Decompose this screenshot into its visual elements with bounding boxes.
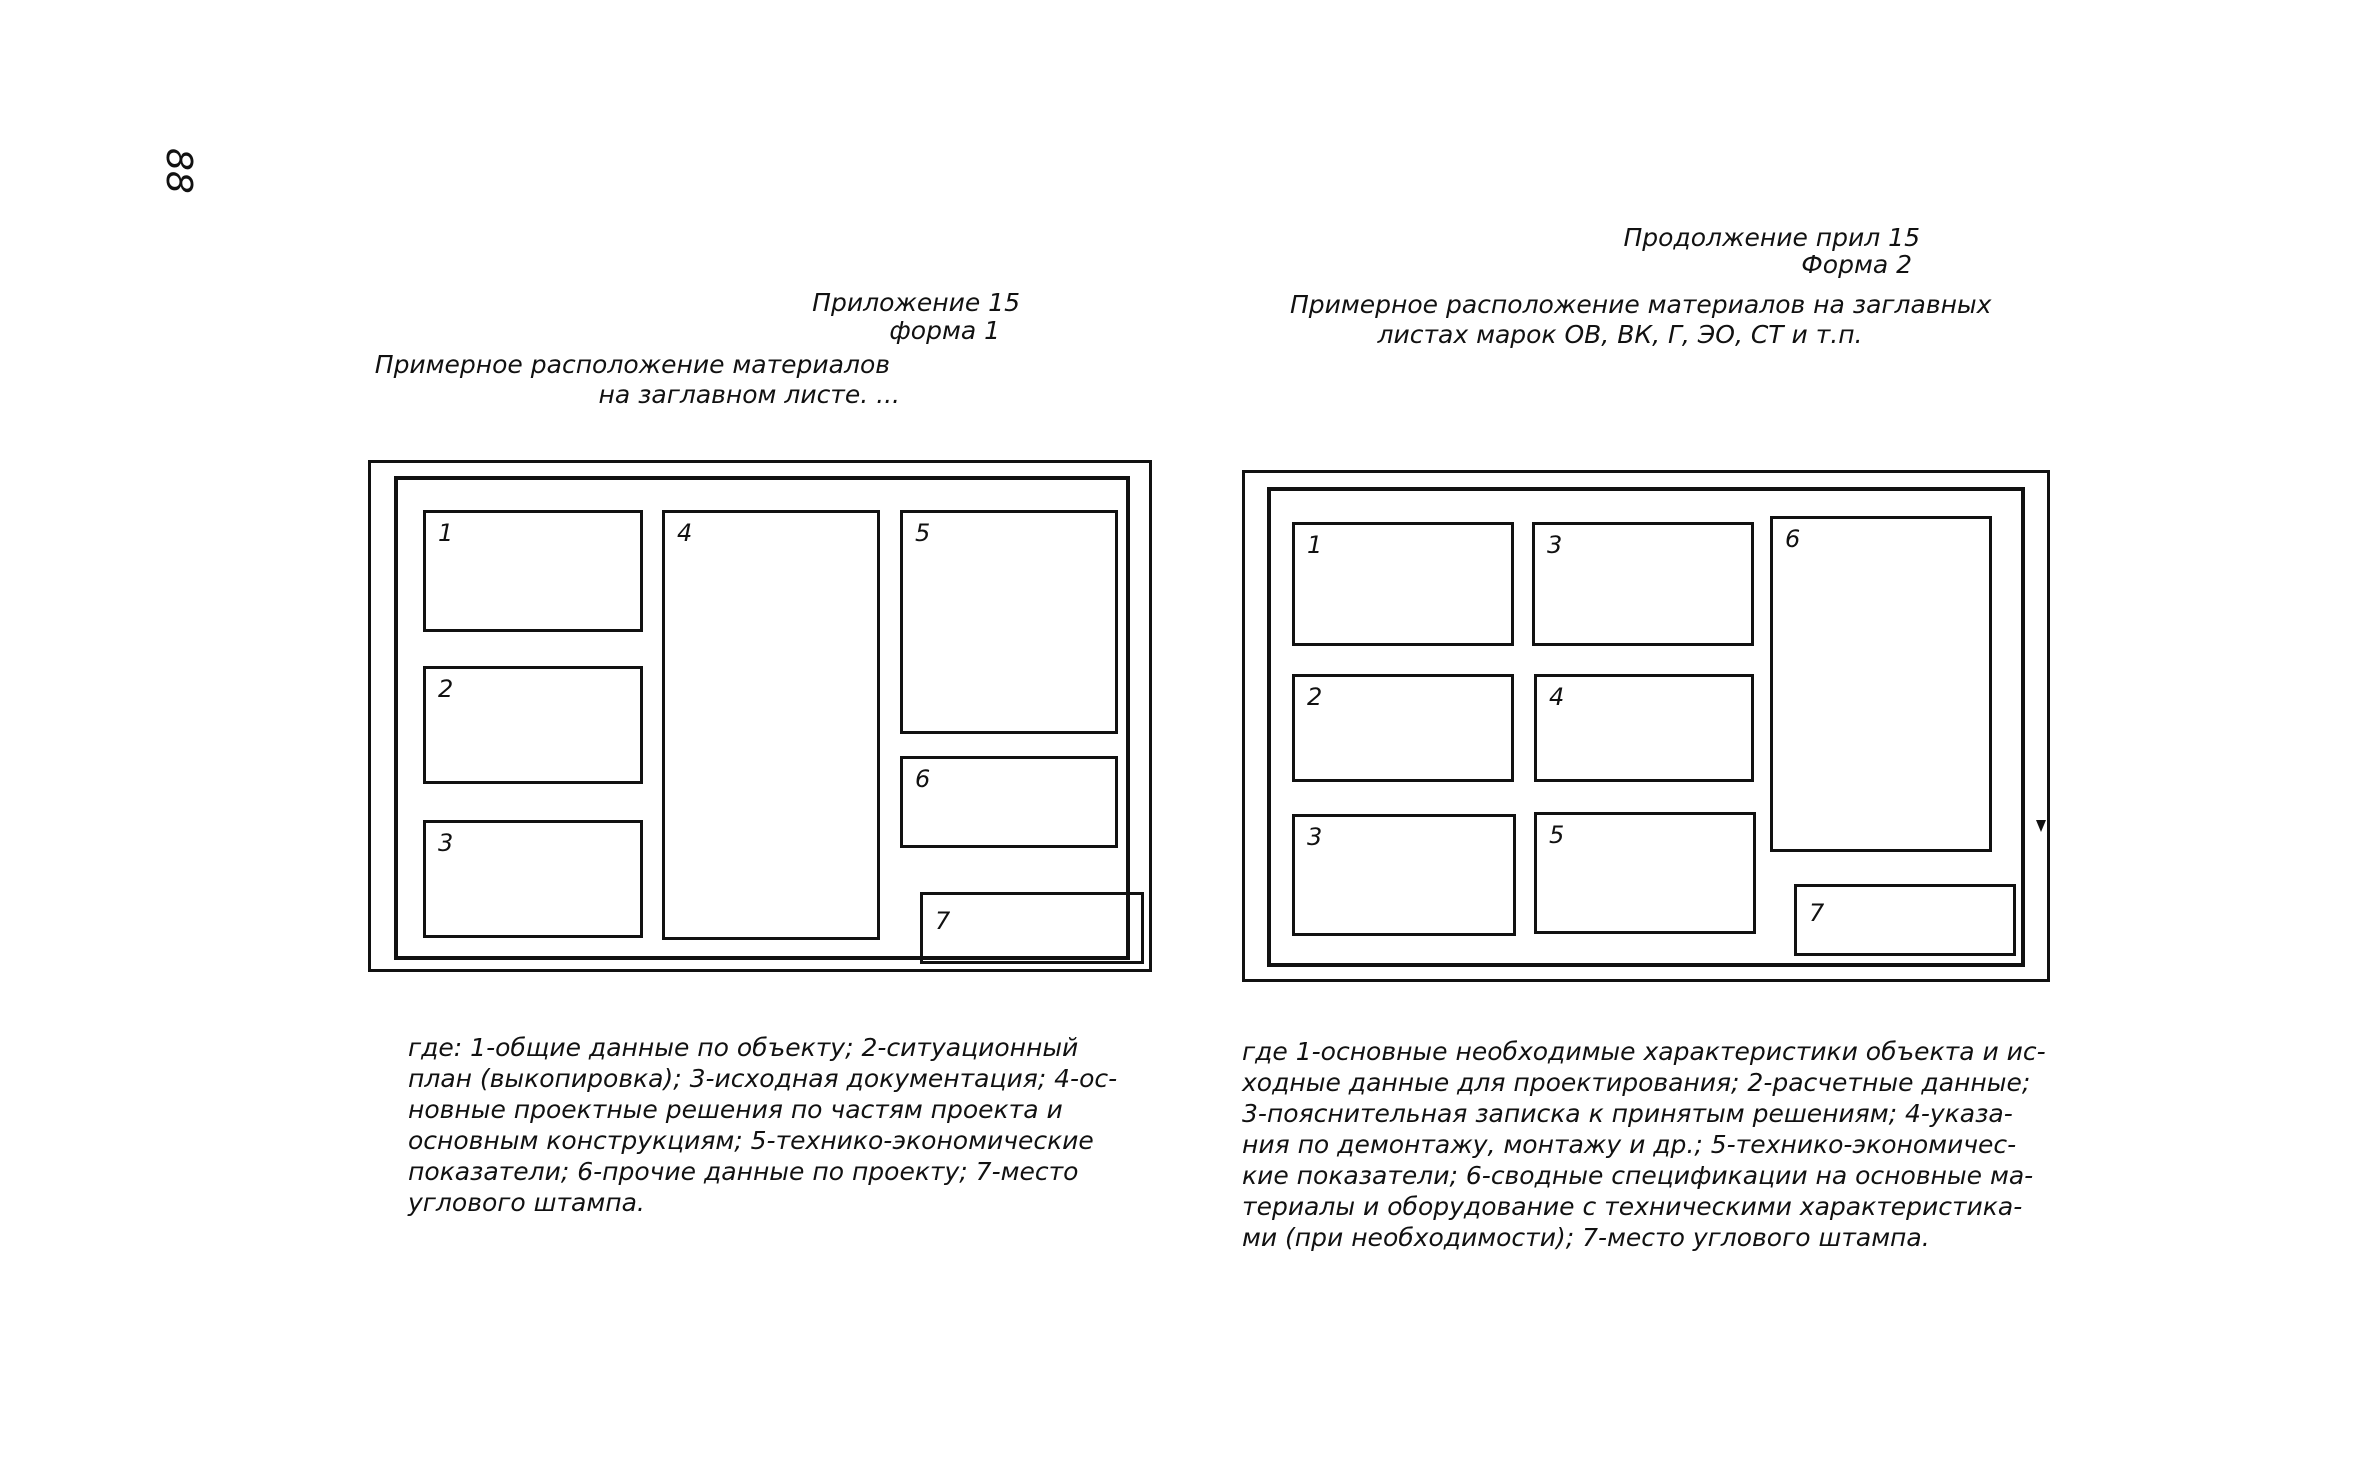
form2-box-1-number: 1 — [1307, 531, 1323, 559]
form2-box-2-number: 2 — [1307, 683, 1323, 711]
form2-box-6 — [1770, 516, 1992, 852]
form2-appendix-label: Продолжение прил 15 — [1623, 223, 1920, 252]
form2-caption-line2: листах марок ОВ, ВК, Г, ЭО, СТ и т.п. — [1377, 320, 1863, 349]
form2-legend — [1242, 1036, 2046, 1253]
form1-box-4-number: 4 — [677, 519, 693, 547]
form1-caption-line1: Примерное расположение материалов — [374, 350, 890, 379]
page-number: 88 — [158, 148, 199, 194]
form2-box-5-number: 5 — [1549, 821, 1565, 849]
form2-legend-line-4: ния по демонтажу, монтажу и др.; 5-технико-экономичес- — [1242, 1130, 2017, 1159]
form2-box-2 — [1292, 674, 1514, 782]
form1-legend-line-2: план (выкопировка); 3-исходная документация; 4-ос- — [408, 1064, 1118, 1093]
form2-box-7-number: 7 — [1809, 899, 1825, 927]
form2-box-6-number: 6 — [1785, 525, 1801, 553]
form2-box-4-top — [1532, 522, 1754, 646]
form1-legend-line-1: где: 1-общие данные по объекту; 2-ситуационный — [408, 1033, 1079, 1062]
form2-box-4 — [1534, 674, 1754, 782]
form1-box-3-number: 3 — [438, 829, 454, 857]
form1-box-5-number: 5 — [915, 519, 931, 547]
form1-form-label: форма 1 — [889, 316, 1000, 345]
form1-legend-line-5: показатели; 6-прочие данные по проекту; 7-место — [408, 1157, 1079, 1186]
form1-caption-line2: на заглавном листе. ... — [598, 380, 900, 409]
form1-box-6-number: 6 — [915, 765, 931, 793]
form1-box-2-number: 2 — [438, 675, 454, 703]
form2-legend-line-6: териалы и оборудование с техническими характеристика- — [1242, 1192, 2023, 1221]
form1-legend-line-6: углового штампа. — [408, 1188, 645, 1217]
form2-box-1 — [1292, 522, 1514, 646]
form2-legend-line-7: ми (при необходимости); 7-место углового штампа. — [1242, 1223, 1930, 1252]
form2-legend-line-3: 3-пояснительная записка к принятым решениям; 4-указа- — [1242, 1099, 2013, 1128]
form2-form-label: Форма 2 — [1801, 250, 1912, 279]
form1-box-7 — [920, 892, 1144, 964]
form1-box-1-number: 1 — [438, 519, 454, 547]
form2-box-4-number: 4 — [1549, 683, 1565, 711]
form1-box-5 — [900, 510, 1118, 734]
form2-box-4-top-number: 3 — [1547, 531, 1563, 559]
form1-box-4 — [662, 510, 880, 940]
form1-box-2 — [423, 666, 643, 784]
form2-caption-line1: Примерное расположение материалов на заглавных — [1290, 290, 1992, 319]
form2-box-3 — [1292, 814, 1516, 936]
form1-box-7-number: 7 — [935, 907, 951, 935]
form1-legend — [408, 1032, 1117, 1218]
form1-box-1 — [423, 510, 643, 632]
form1-legend-line-4: основным конструкциям; 5-технико-экономические — [408, 1126, 1094, 1155]
form2-box-5 — [1534, 812, 1756, 934]
form1-box-6 — [900, 756, 1118, 848]
form2-box-7 — [1794, 884, 2016, 956]
form1-legend-line-3: новные проектные решения по частям проекта и — [408, 1095, 1063, 1124]
form2-legend-line-2: ходные данные для проектирования; 2-расчетные данные; — [1242, 1068, 2031, 1097]
form2-edge-tick — [2036, 820, 2046, 832]
form1-appendix-label: Приложение 15 — [812, 288, 1020, 317]
form2-legend-line-5: кие показатели; 6-сводные спецификации на основные ма- — [1242, 1161, 2034, 1190]
form1-box-3 — [423, 820, 643, 938]
form2-legend-line-1: где 1-основные необходимые характеристики объекта и ис- — [1242, 1037, 2046, 1066]
form2-box-3-number: 3 — [1307, 823, 1323, 851]
